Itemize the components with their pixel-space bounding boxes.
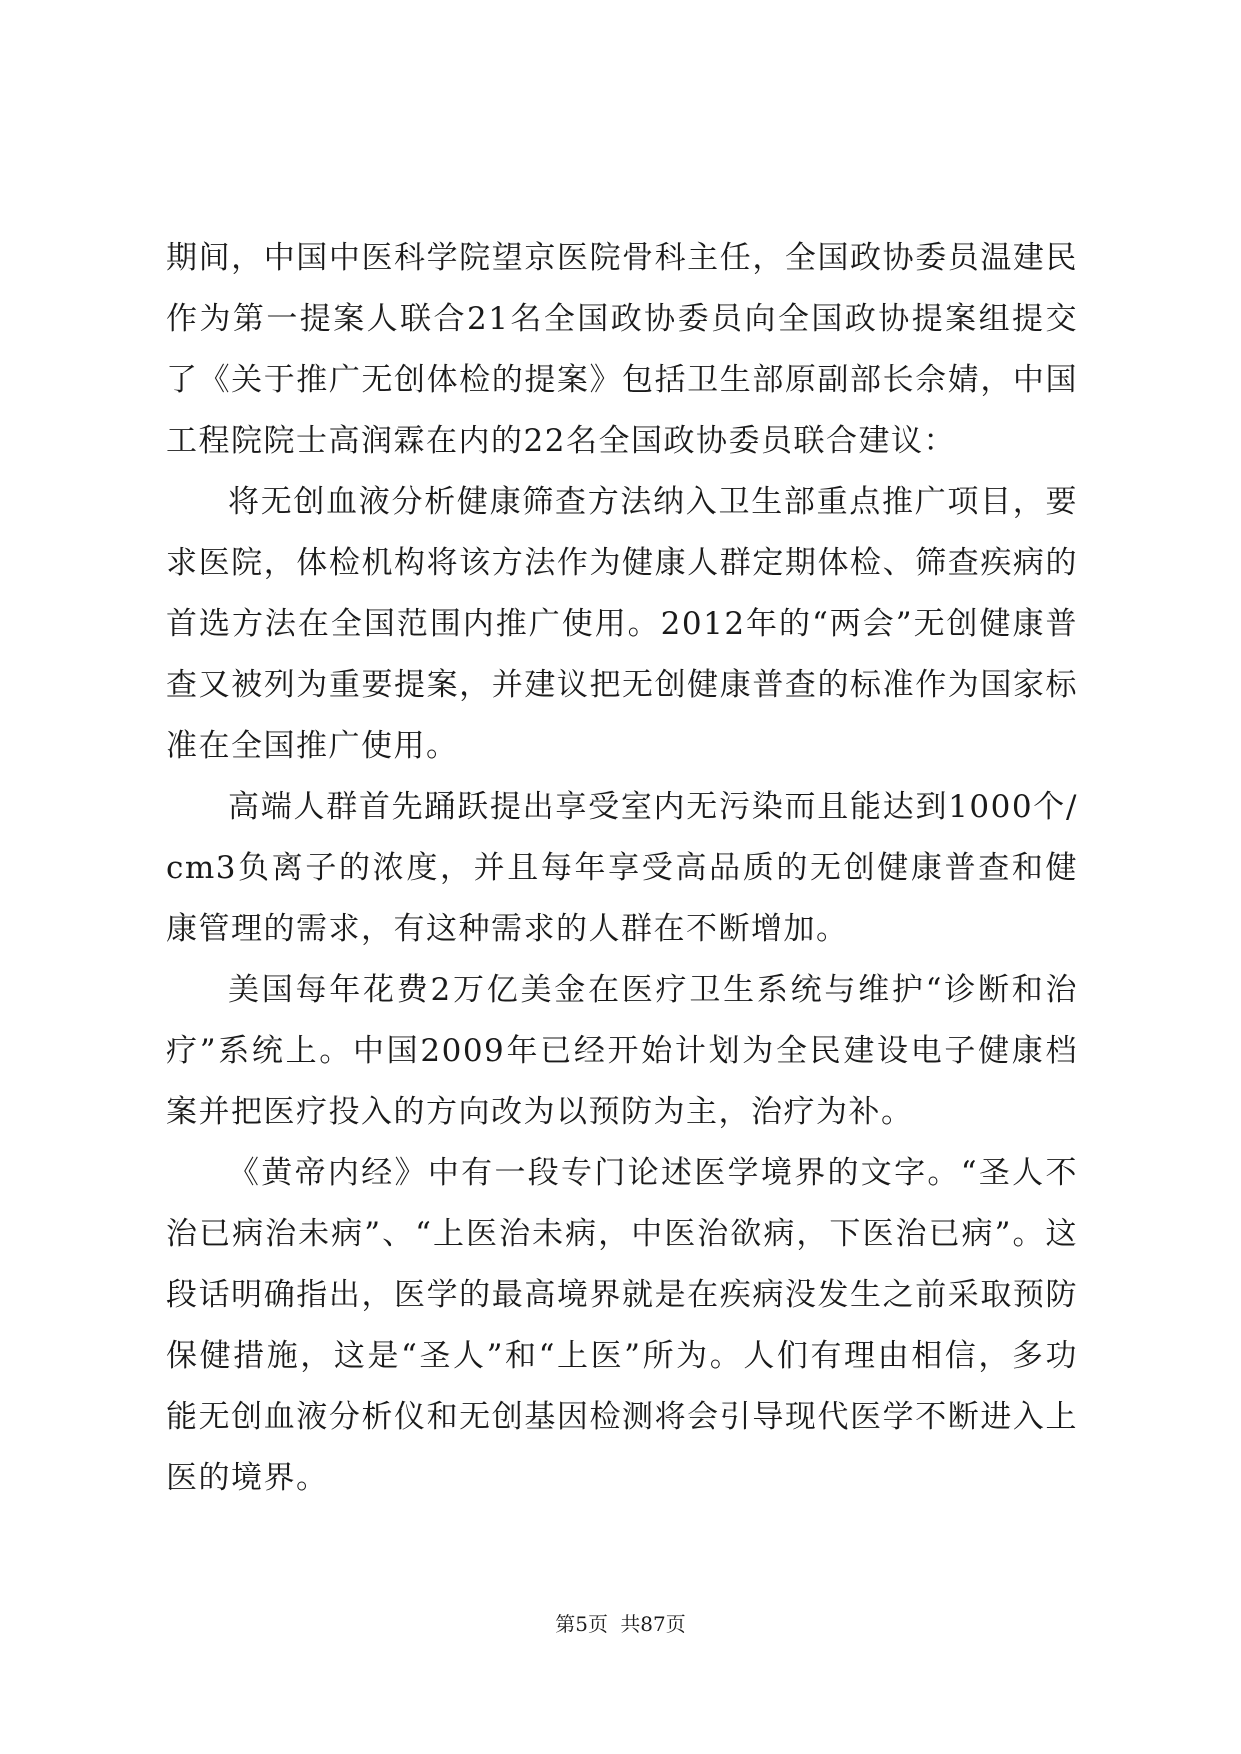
page-footer — [0, 1610, 1241, 1638]
page-total: 共87页 — [620, 1612, 686, 1636]
paragraph-4: 美国每年花费2万亿美金在医疗卫生系统与维护“诊断和治疗”系统上。中国2009年已经开始计划为全民建设电子健康档案并把医疗投入的方向改为以预防为主，治疗为补。 — [166, 972, 1078, 1130]
paragraph-1: 期间，中国中医科学院望京医院骨科主任，全国政协委员温建民作为第一提案人联合21名全国政协委员向全国政协提案组提交了《关于推广无创体检的提案》包括卫生部原副部长佘婧，中国工程院院士高润霖在内的22名全国政协委员联合建议： — [166, 240, 1078, 459]
page-number: 第5页 — [555, 1612, 608, 1636]
document-body — [166, 228, 1078, 1509]
paragraph-5: 《黄帝内经》中有一段专门论述医学境界的文字。“圣人不治已病治未病”、“上医治未病，中医治欲病，下医治已病”。这段话明确指出，医学的最高境界就是在疾病没发生之前采取预防保健措施，这是“圣人”和“上医”所为。人们有理由相信，多功能无创血液分析仪和无创基因检测将会引导现代医学不断进入上医的境界。 — [166, 1155, 1078, 1496]
paragraph-2: 将无创血液分析健康筛查方法纳入卫生部重点推广项目，要求医院，体检机构将该方法作为健康人群定期体检、筛查疾病的首选方法在全国范围内推广使用。2012年的“两会”无创健康普查又被列为重要提案，并建议把无创健康普查的标准作为国家标准在全国推广使用。 — [166, 484, 1078, 764]
paragraph-3: 高端人群首先踊跃提出享受室内无污染而且能达到1000个/cm3负离子的浓度，并且每年享受高品质的无创健康普查和健康管理的需求，有这种需求的人群在不断增加。 — [166, 789, 1078, 947]
